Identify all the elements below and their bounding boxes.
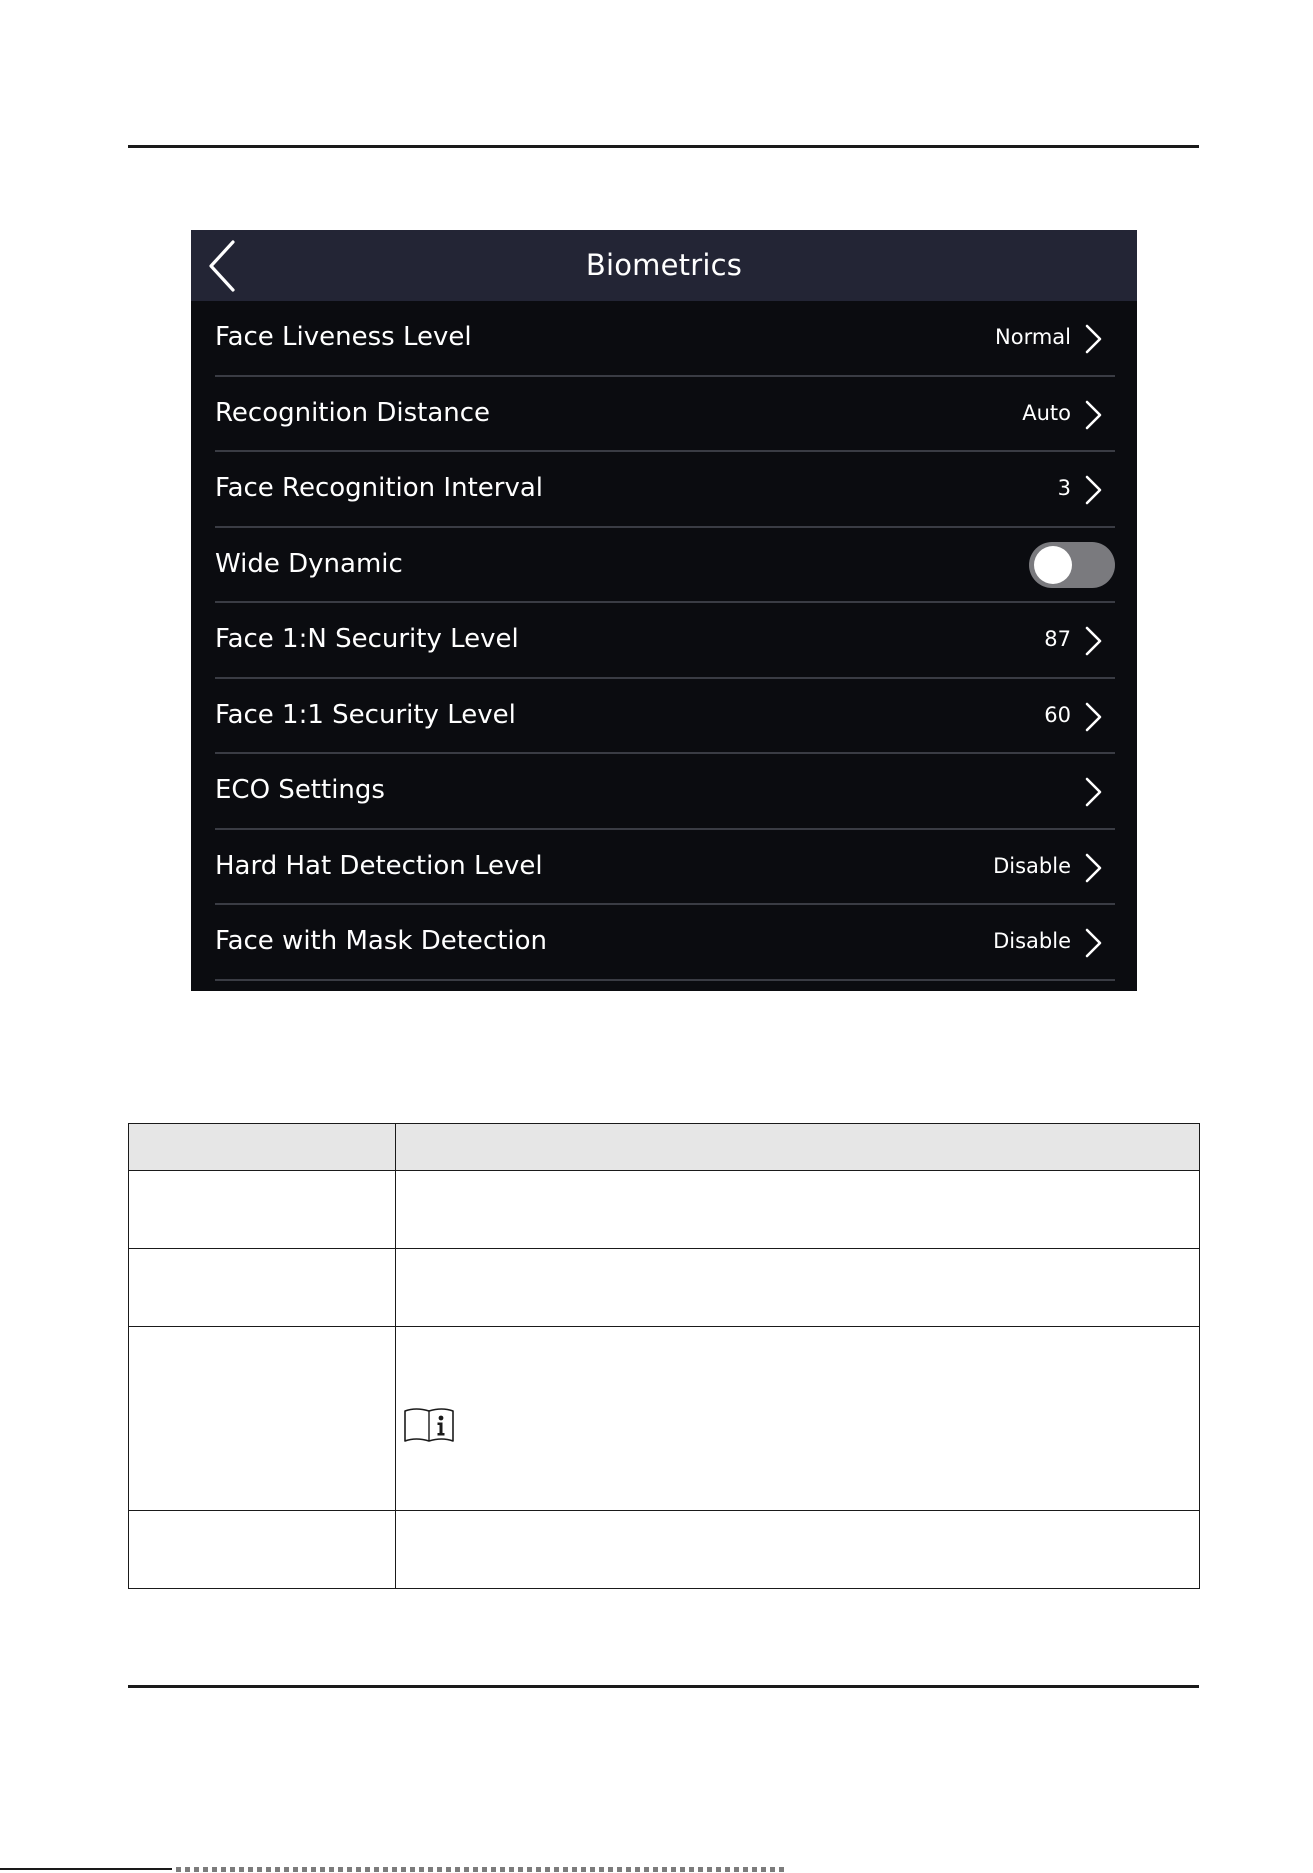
table-cell (396, 1171, 1200, 1249)
device-screen (191, 230, 1137, 991)
parameter-table (128, 1123, 1200, 1589)
row-eco-settings[interactable] (215, 754, 1115, 830)
table-cell (129, 1511, 396, 1589)
row-label: ECO Settings (215, 775, 385, 805)
screen-header (191, 230, 1137, 301)
table-cell (129, 1171, 396, 1249)
table-cell (129, 1327, 396, 1511)
row-label: Face 1:N Security Level (215, 624, 519, 654)
row-value: Disable (993, 853, 1071, 878)
row-recognition-distance[interactable] (215, 377, 1115, 453)
row-label: Face Recognition Interval (215, 473, 543, 503)
table-cell (396, 1327, 1200, 1511)
cropped-footer (0, 1866, 800, 1873)
row-face-1n-security-level[interactable] (215, 603, 1115, 679)
table-header-cell (396, 1124, 1200, 1171)
chevron-right-icon (1083, 852, 1103, 884)
row-wide-dynamic (215, 528, 1115, 604)
row-face-with-mask-detection[interactable] (215, 905, 1115, 981)
footer-rule (128, 1685, 1199, 1688)
row-value: Disable (993, 929, 1071, 953)
row-value: 3 (1057, 476, 1071, 500)
chevron-left-icon (203, 238, 247, 294)
toggle-knob (1034, 546, 1072, 584)
row-face-recognition-interval[interactable] (215, 452, 1115, 528)
chevron-right-icon (1083, 399, 1103, 431)
row-value: Normal (995, 325, 1071, 349)
table-header-cell (129, 1124, 396, 1171)
table-cell (396, 1511, 1200, 1589)
chevron-right-icon (1083, 625, 1103, 657)
table-cell (129, 1249, 396, 1327)
screen-title: Biometrics (585, 248, 743, 282)
table-row (129, 1511, 1200, 1589)
row-label: Wide Dynamic (215, 548, 403, 579)
row-label: Hard Hat Detection Level (215, 850, 543, 881)
chevron-right-icon (1083, 776, 1103, 808)
table-header-row (129, 1124, 1200, 1171)
book-info-icon (403, 1406, 455, 1444)
header-rule (128, 145, 1199, 148)
row-hard-hat-detection-level[interactable] (215, 830, 1115, 906)
row-value: Auto (1022, 400, 1071, 425)
row-value: 87 (1044, 627, 1071, 651)
chevron-right-icon (1083, 323, 1103, 355)
cropped-footer-text (176, 1867, 786, 1872)
row-value: 60 (1044, 702, 1071, 727)
chevron-right-icon (1083, 927, 1103, 959)
wide-dynamic-toggle[interactable] (1029, 542, 1115, 588)
back-button[interactable] (203, 238, 247, 294)
table-cell (396, 1249, 1200, 1327)
table-row (129, 1249, 1200, 1327)
chevron-right-icon (1083, 474, 1103, 506)
row-label: Face 1:1 Security Level (215, 699, 516, 730)
footer-line (0, 1868, 172, 1870)
row-label: Face Liveness Level (215, 322, 472, 352)
row-label: Face with Mask Detection (215, 926, 548, 956)
chevron-right-icon (1083, 701, 1103, 733)
settings-list (215, 301, 1115, 981)
row-label: Recognition Distance (215, 397, 491, 428)
table-row (129, 1171, 1200, 1249)
row-face-11-security-level[interactable] (215, 679, 1115, 755)
row-face-liveness-level[interactable] (215, 301, 1115, 377)
table-row (129, 1327, 1200, 1511)
